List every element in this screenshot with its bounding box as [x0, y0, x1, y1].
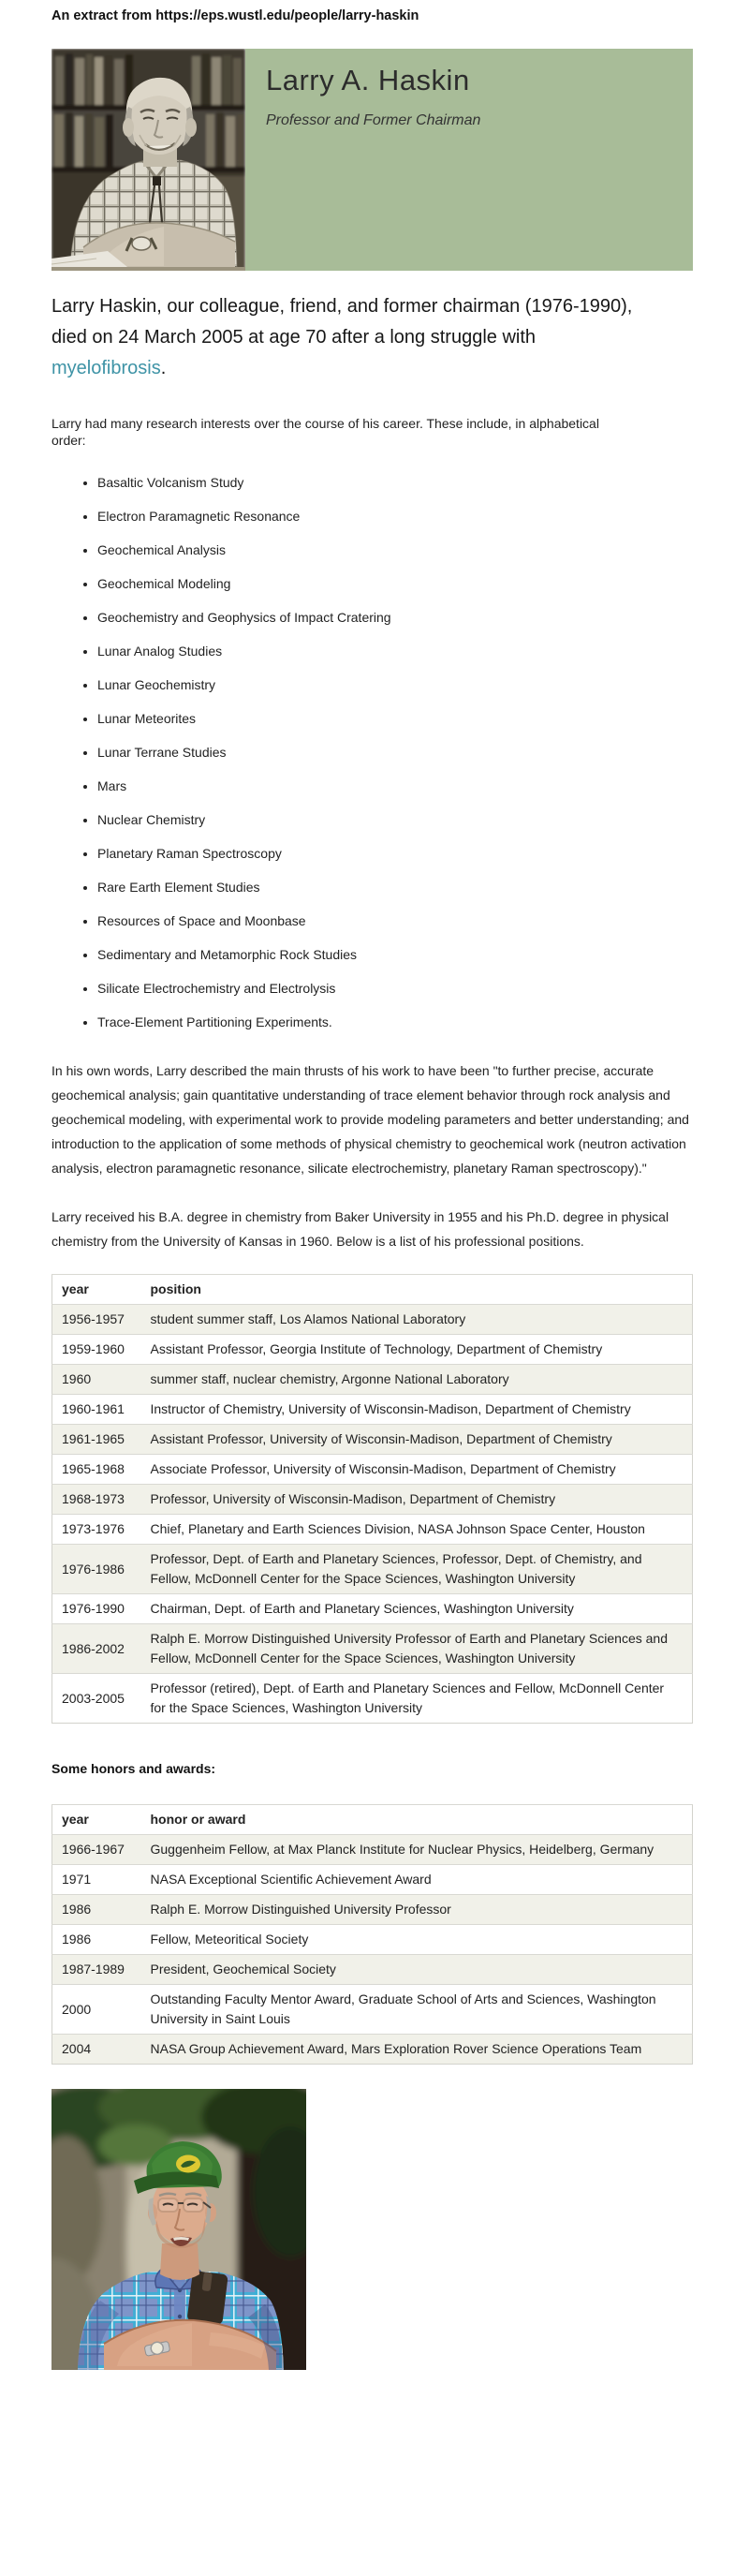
year-cell: 1986 [52, 1925, 141, 1955]
table-row [52, 1455, 693, 1485]
year-cell: 1960 [52, 1365, 141, 1395]
year-cell: 1960-1961 [52, 1395, 141, 1425]
list-item: • Silicate Electrochemistry and Electrolysis [97, 980, 750, 997]
honor-column-header: honor or award [141, 1805, 693, 1835]
table-row [52, 2035, 693, 2065]
list-item: • Resources of Space and Moonbase [97, 912, 750, 929]
table-row [52, 1485, 693, 1515]
position-cell: Professor, Dept. of Earth and Planetary Sciences, Professor, Dept. of Chemistry, and Fellow, McDonnell Center for the Space Sciences, Washington University [141, 1545, 693, 1594]
position-cell: Associate Professor, University of Wisconsin-Madison, Department of Chemistry [141, 1455, 693, 1485]
table-row [52, 1895, 693, 1925]
list-item: • Mars [97, 777, 750, 794]
table-row [52, 1674, 693, 1724]
position-cell: Ralph E. Morrow Distinguished University Professor of Earth and Planetary Sciences and Fellow, McDonnell Center for the Space Sciences, Washington University [141, 1624, 693, 1674]
list-item: • Lunar Terrane Studies [97, 744, 750, 761]
list-item: • Geochemical Analysis [97, 541, 750, 558]
year-cell: 1987-1989 [52, 1955, 141, 1985]
year-cell: 1956-1957 [52, 1305, 141, 1335]
position-cell: summer staff, nuclear chemistry, Argonne National Laboratory [141, 1365, 693, 1395]
portrait-photo-color [51, 2089, 306, 2370]
list-item: • Planetary Raman Spectroscopy [97, 845, 750, 862]
position-cell: Chief, Planetary and Earth Sciences Division, NASA Johnson Space Center, Houston [141, 1515, 693, 1545]
list-item: • Trace-Element Partitioning Experiments. [97, 1014, 750, 1030]
interests-intro: Larry had many research interests over the course of his career. These include, in alphabetical order: [51, 416, 599, 448]
year-cell: 1976-1986 [52, 1545, 141, 1594]
position-cell: Assistant Professor, Georgia Institute of Technology, Department of Chemistry [141, 1335, 693, 1365]
table-row [52, 1305, 693, 1335]
year-cell: 1973-1976 [52, 1515, 141, 1545]
honor-cell: President, Geochemical Society [141, 1955, 693, 1985]
list-item: • Lunar Analog Studies [97, 643, 750, 659]
honor-cell: Ralph E. Morrow Distinguished University Professor [141, 1895, 693, 1925]
year-cell: 2004 [52, 2035, 141, 2065]
list-item: • Lunar Geochemistry [97, 676, 750, 693]
year-cell: 2003-2005 [52, 1674, 141, 1724]
list-item: • Basaltic Volcanism Study [97, 474, 750, 491]
positions-table [51, 1274, 693, 1724]
year-cell: 1966-1967 [52, 1835, 141, 1865]
year-cell: 1968-1973 [52, 1485, 141, 1515]
list-item: • Rare Earth Element Studies [97, 879, 750, 896]
year-cell: 1971 [52, 1865, 141, 1895]
obituary-text-after: . [160, 358, 167, 378]
table-row [52, 1365, 693, 1395]
table-header-row [52, 1275, 693, 1305]
list-item: • Geochemical Modeling [97, 575, 750, 592]
table-row [52, 1985, 693, 2035]
list-item: • Nuclear Chemistry [97, 811, 750, 828]
table-row [52, 1335, 693, 1365]
table-row [52, 1545, 693, 1594]
position-cell: Professor (retired), Dept. of Earth and Planetary Sciences and Fellow, McDonnell Center for the Space Sciences, Washington University [141, 1674, 693, 1724]
table-row [52, 1955, 693, 1985]
year-cell: 1986 [52, 1895, 141, 1925]
own-words-paragraph: In his own words, Larry described the main thrusts of his work to have been "to further precise, accurate geochemical analysis; gain quantitative understanding of trace element behavior through rock analysis and geochemical modeling, with experimental work to provide modeling parameters and better understanding; and introduction to the application of some methods of physical chemistry to geochemical work (neutron activation analysis, electron paramagnetic resonance, silicate electrochemistry, planetary Raman spectroscopy)." [51, 1063, 689, 1176]
table-row [52, 1835, 693, 1865]
year-cell: 1961-1965 [52, 1425, 141, 1455]
profile-header [51, 49, 693, 271]
person-name: Larry A. Haskin [266, 64, 470, 96]
year-cell: 2000 [52, 1985, 141, 2035]
table-row [52, 1594, 693, 1624]
education-paragraph: Larry received his B.A. degree in chemistry from Baker University in 1955 and his Ph.D. degree in physical chemistry from the University of Kansas in 1960. Below is a list of his professional positions. [51, 1209, 669, 1249]
honors-table [51, 1804, 693, 2065]
table-row [52, 1865, 693, 1895]
person-title: Professor and Former Chairman [266, 112, 481, 128]
position-cell: Chairman, Dept. of Earth and Planetary Sciences, Washington University [141, 1594, 693, 1624]
honor-cell: Outstanding Faculty Mentor Award, Graduate School of Arts and Sciences, Washington University in Saint Louis [141, 1985, 693, 2035]
year-column-header: year [52, 1275, 141, 1305]
profile-banner [245, 49, 693, 271]
honor-cell: NASA Exceptional Scientific Achievement Award [141, 1865, 693, 1895]
honor-cell: Guggenheim Fellow, at Max Planck Institute for Nuclear Physics, Heidelberg, Germany [141, 1835, 693, 1865]
honor-cell: NASA Group Achievement Award, Mars Exploration Rover Science Operations Team [141, 2035, 693, 2065]
year-cell: 1976-1990 [52, 1594, 141, 1624]
obituary-text-before: Larry Haskin, our colleague, friend, and former chairman (1976-1990), died on 24 March 2005 at age 70 after a long struggle with [51, 296, 633, 348]
year-cell: 1965-1968 [52, 1455, 141, 1485]
honors-heading: Some honors and awards: [51, 1761, 216, 1776]
list-item: • Geochemistry and Geophysics of Impact Cratering [97, 609, 750, 626]
year-cell: 1959-1960 [52, 1335, 141, 1365]
myelofibrosis-link[interactable]: myelofibrosis [51, 358, 161, 378]
extract-note: An extract from https://eps.wustl.edu/people/larry-haskin [51, 8, 419, 23]
honor-cell: Fellow, Meteoritical Society [141, 1925, 693, 1955]
list-item: • Lunar Meteorites [97, 710, 750, 727]
list-item: • Sedimentary and Metamorphic Rock Studies [97, 946, 750, 963]
table-header-row [52, 1805, 693, 1835]
position-cell: Instructor of Chemistry, University of Wisconsin-Madison, Department of Chemistry [141, 1395, 693, 1425]
table-row [52, 1395, 693, 1425]
table-row [52, 1925, 693, 1955]
year-cell: 1986-2002 [52, 1624, 141, 1674]
obituary-paragraph [51, 291, 651, 384]
portrait-photo-bw [51, 49, 245, 271]
table-row [52, 1515, 693, 1545]
table-row [52, 1624, 693, 1674]
position-cell: Assistant Professor, University of Wisconsin-Madison, Department of Chemistry [141, 1425, 693, 1455]
position-cell: student summer staff, Los Alamos National Laboratory [141, 1305, 693, 1335]
list-item: • Electron Paramagnetic Resonance [97, 508, 750, 525]
position-cell: Professor, University of Wisconsin-Madison, Department of Chemistry [141, 1485, 693, 1515]
position-column-header: position [141, 1275, 693, 1305]
table-row [52, 1425, 693, 1455]
interests-list [51, 474, 750, 1030]
year-column-header: year [52, 1805, 141, 1835]
